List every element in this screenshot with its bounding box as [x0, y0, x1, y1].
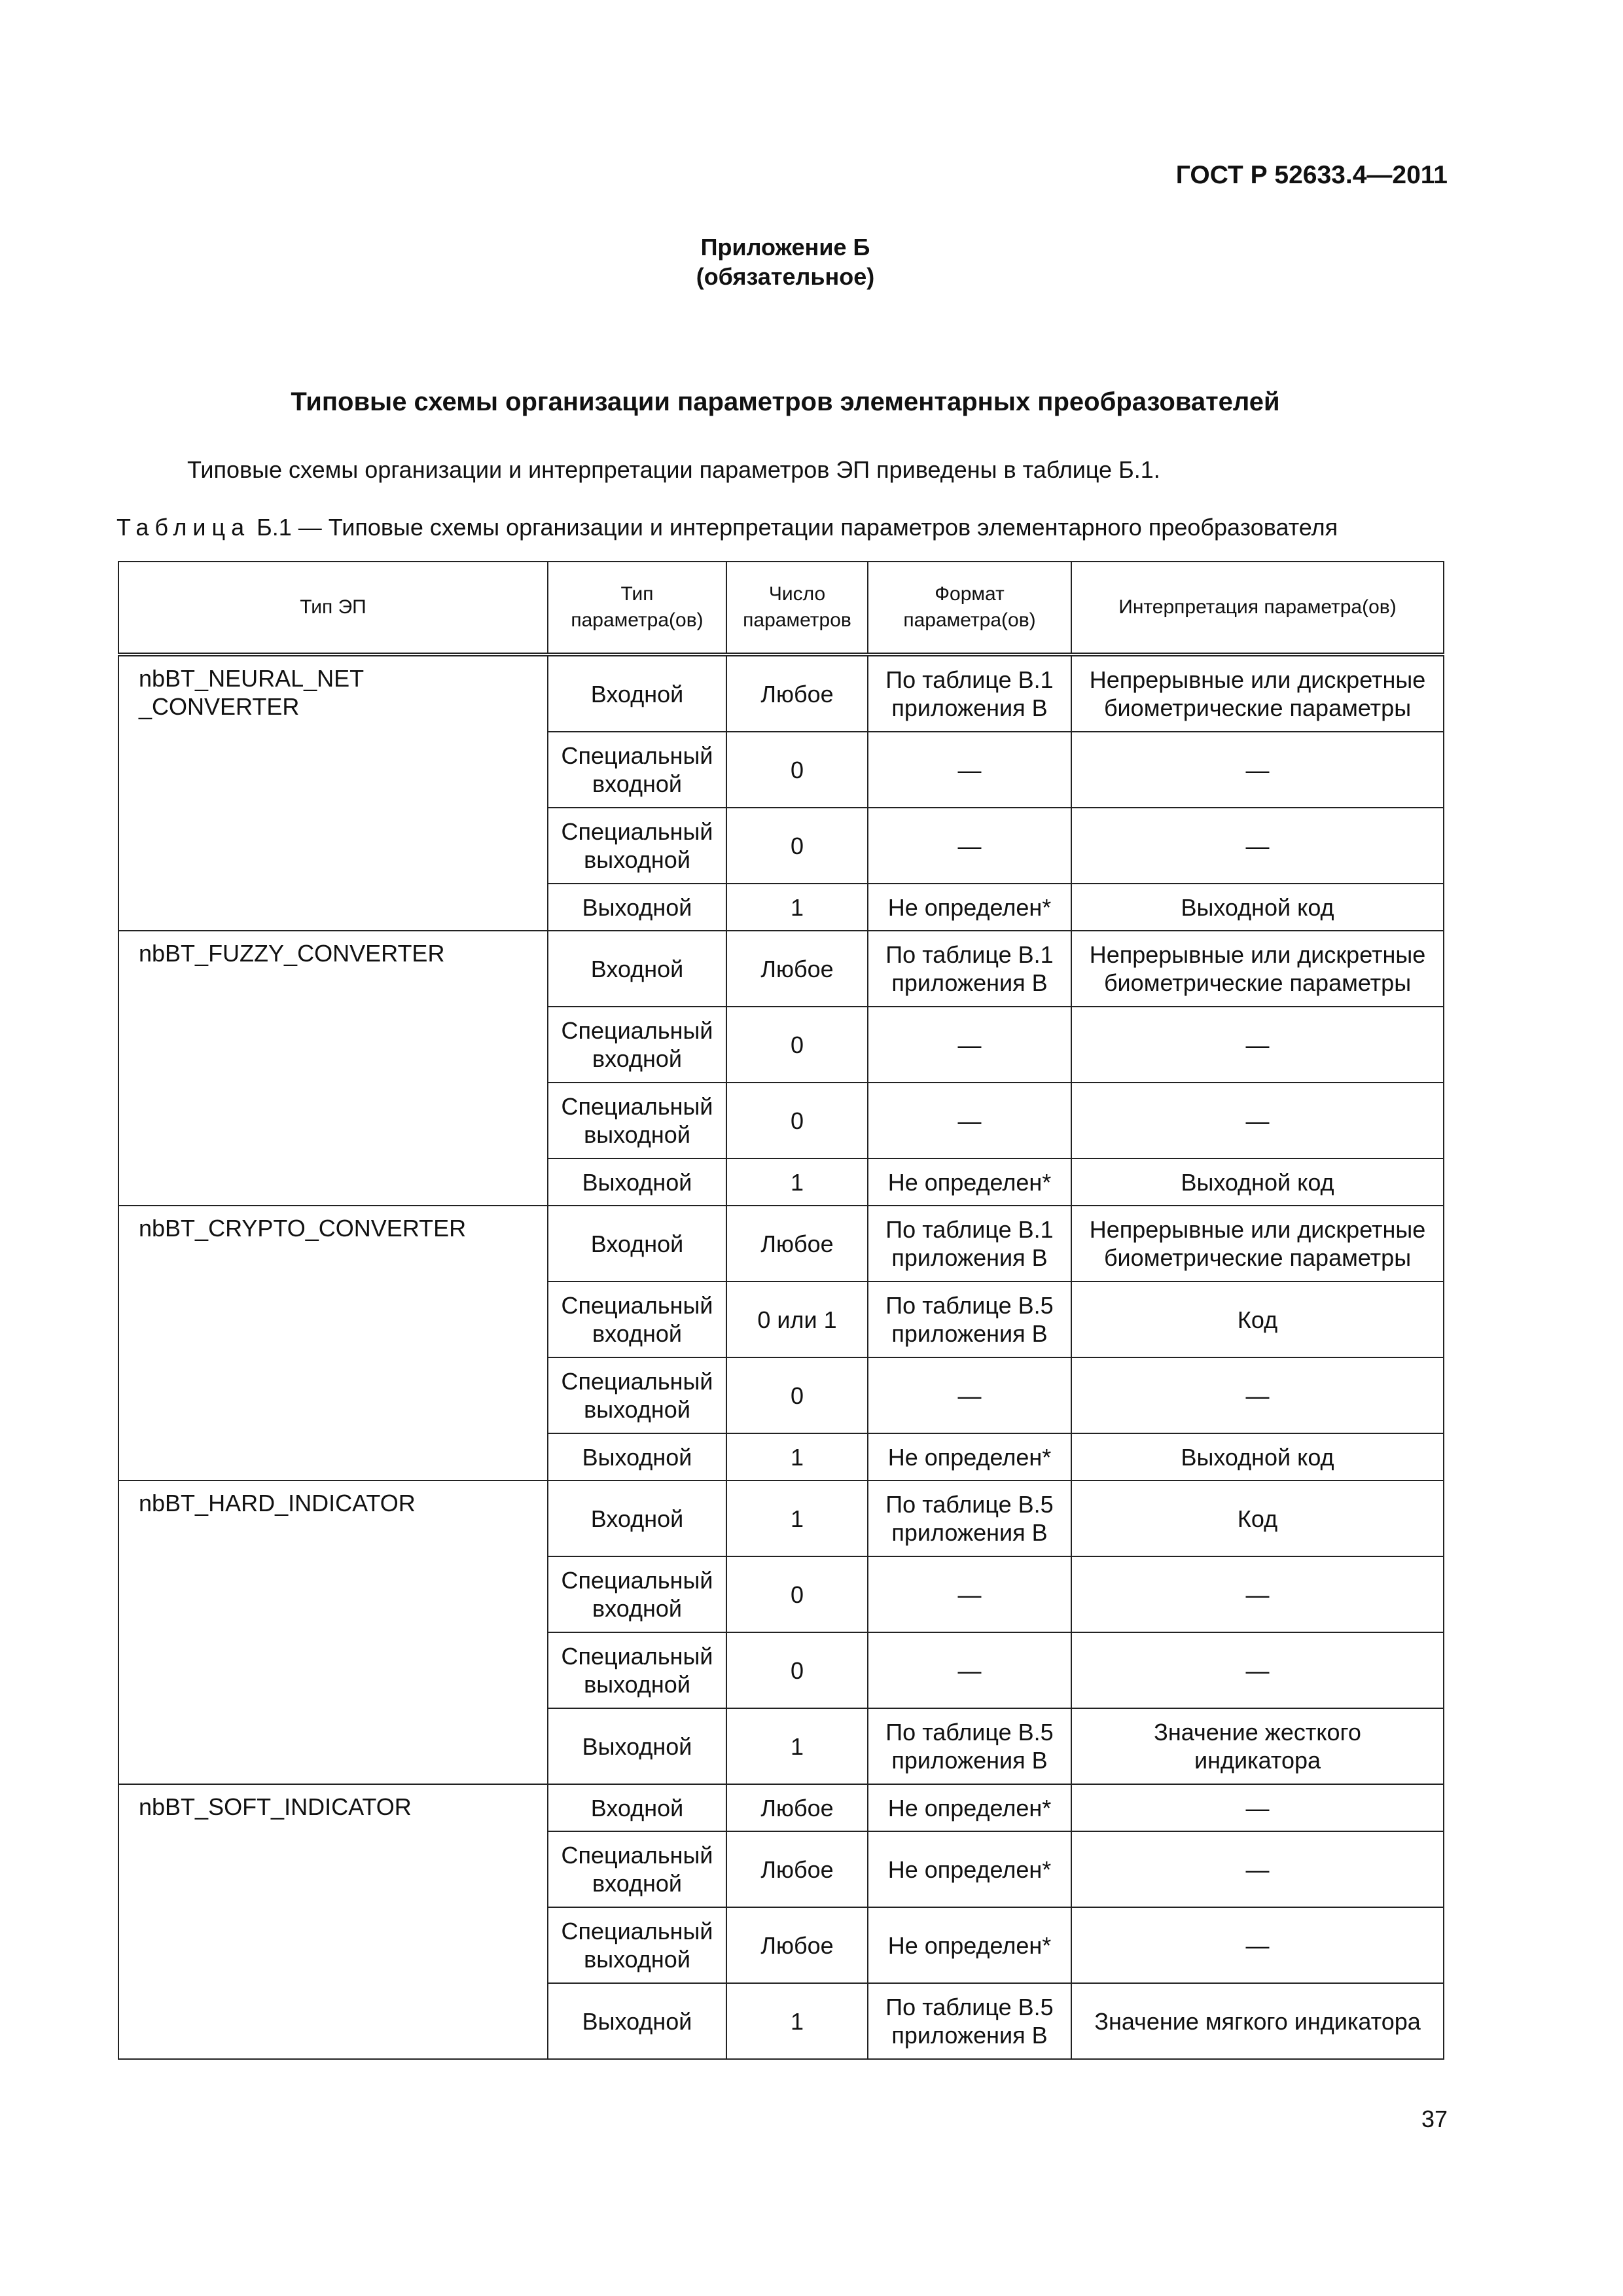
- cell-param-type: Выходной: [548, 1433, 726, 1480]
- cell-param-type: Выходной: [548, 1158, 726, 1206]
- cell-format: —: [868, 732, 1071, 808]
- cell-type: nbBT_FUZZY_CONVERTER: [118, 931, 548, 1206]
- cell-interpretation: —: [1071, 1784, 1444, 1831]
- cell-param-type: Специальный выходной: [548, 1357, 726, 1433]
- cell-param-type: Выходной: [548, 1708, 726, 1784]
- cell-interpretation: —: [1071, 1907, 1444, 1983]
- cell-format: Не определен*: [868, 1831, 1071, 1907]
- cell-format: —: [868, 1632, 1071, 1708]
- cell-count: 1: [726, 1158, 868, 1206]
- header-param-type: Тип параметра(ов): [548, 562, 726, 655]
- table-header-row: [118, 562, 1444, 655]
- cell-format: Не определен*: [868, 1158, 1071, 1206]
- standard-code: ГОСТ Р 52633.4—2011: [1175, 161, 1448, 189]
- cell-param-type: Специальный выходной: [548, 1632, 726, 1708]
- cell-interpretation: Непрерывные или дискретные биометрические параметры: [1071, 931, 1444, 1007]
- cell-interpretation: —: [1071, 1083, 1444, 1158]
- cell-format: —: [868, 1083, 1071, 1158]
- cell-count: 1: [726, 884, 868, 931]
- header-format: Формат параметра(ов): [868, 562, 1071, 655]
- cell-param-type: Специальный входной: [548, 732, 726, 808]
- cell-interpretation: Значение мягкого индикатора: [1071, 1983, 1444, 2059]
- cell-count: 1: [726, 1480, 868, 1556]
- cell-param-type: Специальный входной: [548, 1007, 726, 1083]
- cell-format: По таблице В.5 приложения В: [868, 1708, 1071, 1784]
- cell-interpretation: —: [1071, 1357, 1444, 1433]
- header-interpretation: Интерпретация параметра(ов): [1071, 562, 1444, 655]
- cell-interpretation: Непрерывные или дискретные биометрические параметры: [1071, 1206, 1444, 1282]
- cell-count: 1: [726, 1433, 868, 1480]
- appendix-title: Приложение Б: [700, 234, 870, 260]
- cell-param-type: Выходной: [548, 884, 726, 931]
- header-count: Число параметров: [726, 562, 868, 655]
- cell-interpretation: —: [1071, 732, 1444, 808]
- table-row: [118, 655, 1444, 732]
- appendix-status: (обязательное): [696, 263, 875, 290]
- cell-param-type: Специальный входной: [548, 1282, 726, 1357]
- cell-param-type: Выходной: [548, 1983, 726, 2059]
- parameters-table: [118, 561, 1444, 2060]
- cell-type: nbBT_HARD_INDICATOR: [118, 1480, 548, 1784]
- cell-count: 0: [726, 1357, 868, 1433]
- cell-interpretation: Непрерывные или дискретные биометрические параметры: [1071, 655, 1444, 732]
- cell-param-type: Входной: [548, 1784, 726, 1831]
- table-caption-text: Б.1 — Типовые схемы организации и интерпретации параметров элементарного преобразователя: [250, 514, 1338, 541]
- cell-format: —: [868, 808, 1071, 884]
- cell-count: 0: [726, 1083, 868, 1158]
- cell-format: Не определен*: [868, 1784, 1071, 1831]
- cell-interpretation: —: [1071, 1556, 1444, 1632]
- cell-interpretation: Выходной код: [1071, 884, 1444, 931]
- cell-type: nbBT_NEURAL_NET _CONVERTER: [118, 655, 548, 931]
- cell-count: 0: [726, 1556, 868, 1632]
- cell-format: —: [868, 1556, 1071, 1632]
- cell-format: По таблице В.5 приложения В: [868, 1983, 1071, 2059]
- cell-interpretation: Значение жесткого индикатора: [1071, 1708, 1444, 1784]
- cell-format: —: [868, 1357, 1071, 1433]
- cell-param-type: Специальный выходной: [548, 1907, 726, 1983]
- cell-param-type: Входной: [548, 1480, 726, 1556]
- cell-type: nbBT_SOFT_INDICATOR: [118, 1784, 548, 2059]
- cell-interpretation: —: [1071, 1007, 1444, 1083]
- cell-format: По таблице В.5 приложения В: [868, 1282, 1071, 1357]
- cell-count: 0: [726, 1632, 868, 1708]
- cell-param-type: Входной: [548, 931, 726, 1007]
- cell-interpretation: —: [1071, 1831, 1444, 1907]
- cell-format: Не определен*: [868, 884, 1071, 931]
- cell-param-type: Входной: [548, 1206, 726, 1282]
- cell-param-type: Специальный входной: [548, 1556, 726, 1632]
- cell-count: 1: [726, 1983, 868, 2059]
- cell-count: 1: [726, 1708, 868, 1784]
- table-caption-prefix: Таблица: [116, 514, 251, 541]
- table-row: [118, 1480, 1444, 1556]
- cell-interpretation: —: [1071, 1632, 1444, 1708]
- cell-count: 0 или 1: [726, 1282, 868, 1357]
- cell-count: 0: [726, 1007, 868, 1083]
- header-type: Тип ЭП: [118, 562, 548, 655]
- cell-interpretation: Код: [1071, 1480, 1444, 1556]
- table-row: [118, 931, 1444, 1007]
- cell-interpretation: —: [1071, 808, 1444, 884]
- cell-interpretation: Выходной код: [1071, 1433, 1444, 1480]
- cell-count: 0: [726, 732, 868, 808]
- cell-type: nbBT_CRYPTO_CONVERTER: [118, 1206, 548, 1480]
- cell-format: По таблице В.1 приложения В: [868, 1206, 1071, 1282]
- cell-count: 0: [726, 808, 868, 884]
- cell-count: Любое: [726, 1784, 868, 1831]
- cell-count: Любое: [726, 1907, 868, 1983]
- table-caption: [116, 514, 1338, 541]
- cell-format: Не определен*: [868, 1433, 1071, 1480]
- cell-param-type: Специальный входной: [548, 1831, 726, 1907]
- cell-interpretation: Код: [1071, 1282, 1444, 1357]
- cell-format: По таблице В.5 приложения В: [868, 1480, 1071, 1556]
- cell-param-type: Входной: [548, 655, 726, 732]
- cell-count: Любое: [726, 1206, 868, 1282]
- table-row: [118, 1784, 1444, 1831]
- cell-count: Любое: [726, 1831, 868, 1907]
- page-number: 37: [1421, 2106, 1448, 2132]
- cell-count: Любое: [726, 931, 868, 1007]
- section-heading: Типовые схемы организации параметров элементарных преобразователей: [291, 387, 1280, 416]
- cell-count: Любое: [726, 655, 868, 732]
- cell-format: По таблице В.1 приложения В: [868, 655, 1071, 732]
- cell-interpretation: Выходной код: [1071, 1158, 1444, 1206]
- cell-param-type: Специальный выходной: [548, 1083, 726, 1158]
- cell-param-type: Специальный выходной: [548, 808, 726, 884]
- cell-format: —: [868, 1007, 1071, 1083]
- cell-format: По таблице В.1 приложения В: [868, 931, 1071, 1007]
- cell-format: Не определен*: [868, 1907, 1071, 1983]
- table-row: [118, 1206, 1444, 1282]
- intro-paragraph: Типовые схемы организации и интерпретации параметров ЭП приведены в таблице Б.1.: [187, 456, 1160, 483]
